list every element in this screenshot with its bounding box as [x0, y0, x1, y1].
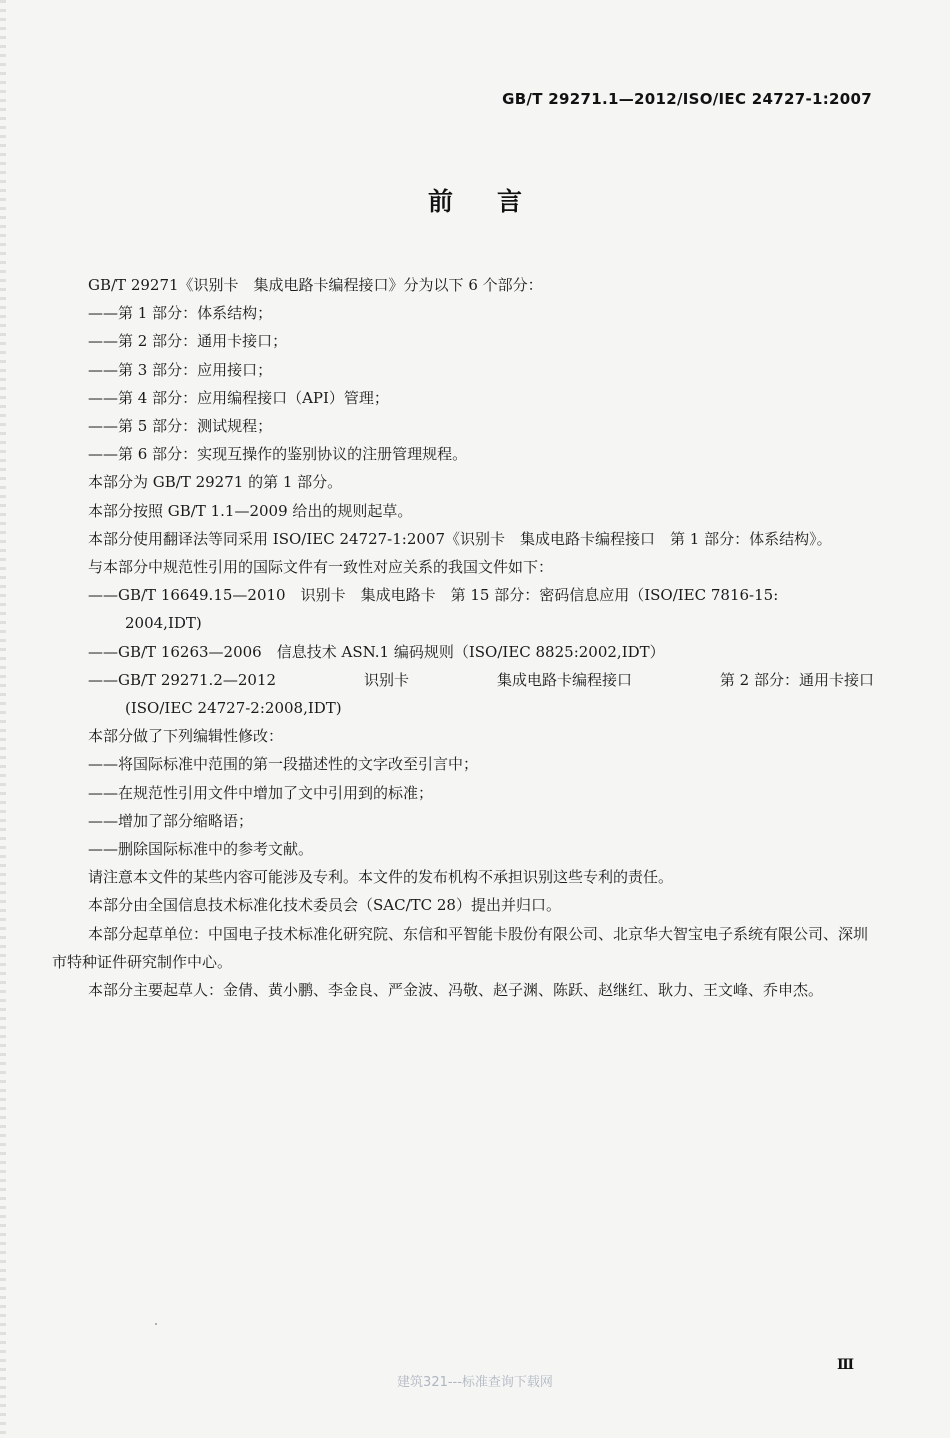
change-list-item: ——在规范性引用文件中增加了文中引用到的标准；	[88, 783, 434, 802]
reference-title-part: 识别卡	[363, 670, 409, 689]
reference-item-line	[52, 666, 874, 694]
reference-item-line: ——GB/T 16649.15—2010 识别卡 集成电路卡 第 15 部分：密码信息应用（ISO/IEC 7816-15:	[88, 586, 779, 605]
part-list-item: ——第 2 部分：通用卡接口；	[88, 332, 288, 351]
standard-code-header: GB/T 29271.1—2012/ISO/IEC 24727-1:2007	[502, 90, 872, 108]
proposed-by-statement: 本部分由全国信息技术标准化技术委员会（SAC/TC 28）提出并归口。	[88, 896, 561, 915]
reference-title-part: 集成电路卡编程接口	[496, 670, 632, 689]
page-title: 前言	[427, 187, 566, 216]
part-list-item: ——第 6 部分：实现互操作的鉴别协议的注册管理规程。	[88, 445, 468, 464]
change-list-item: ——将国际标准中范围的第一段描述性的文字改至引言中；	[88, 755, 479, 774]
reference-item-continuation: (ISO/IEC 24727-2:2008,IDT)	[125, 699, 342, 718]
reference-item-line: ——GB/T 16263—2006 信息技术 ASN.1 编码规则（ISO/IEC 8825:2002,IDT）	[88, 642, 665, 661]
part-statement: 本部分为 GB/T 29271 的第 1 部分。	[88, 473, 343, 492]
part-list-item: ——第 1 部分：体系结构；	[88, 304, 273, 323]
drafting-units-statement: 本部分起草单位：中国电子技术标准化研究院、东信和平智能卡股份有限公司、北京华大智宝电子系统有限公司、深圳市特种证件研究制作中心。	[52, 924, 869, 971]
change-list-item: ——删除国际标准中的参考文献。	[88, 840, 314, 859]
part-list-item: ——第 4 部分：应用编程接口（API）管理；	[88, 388, 389, 407]
changes-intro: 本部分做了下列编辑性修改：	[88, 727, 284, 746]
foreword-body	[52, 271, 874, 1004]
change-list-item: ——增加了部分缩略语；	[88, 811, 254, 830]
intro-paragraph: GB/T 29271《识别卡 集成电路卡编程接口》分为以下 6 个部分：	[88, 276, 543, 294]
drafters-statement: 本部分主要起草人：金倩、黄小鹏、李金良、严金波、冯敬、赵子渊、陈跃、赵继红、耿力、王文峰、乔申杰。	[88, 981, 824, 1000]
consistency-statement: 与本部分中规范性引用的国际文件有一致性对应关系的我国文件如下：	[88, 558, 554, 577]
scan-speck	[155, 1323, 157, 1325]
part-list-item: ——第 5 部分：测试规程；	[88, 417, 273, 436]
page-number: Ⅲ	[836, 1357, 854, 1373]
reference-title-part: 第 2 部分：通用卡接口	[719, 670, 874, 689]
reference-item-continuation: 2004,IDT)	[125, 614, 202, 633]
patent-notice: 请注意本文件的某些内容可能涉及专利。本文件的发布机构不承担识别这些专利的责任。	[88, 868, 674, 887]
watermark-text: 建筑321---标准查询下载网	[397, 1375, 553, 1390]
part-list-item: ——第 3 部分：应用接口；	[88, 360, 273, 379]
translation-statement: 本部分使用翻译法等同采用 ISO/IEC 24727-1:2007《识别卡 集成电路卡编程接口 第 1 部分：体系结构》。	[88, 529, 832, 548]
drafting-rules-statement: 本部分按照 GB/T 1.1—2009 给出的规则起草。	[88, 501, 413, 520]
reference-code: ——GB/T 29271.2—2012	[88, 670, 277, 689]
